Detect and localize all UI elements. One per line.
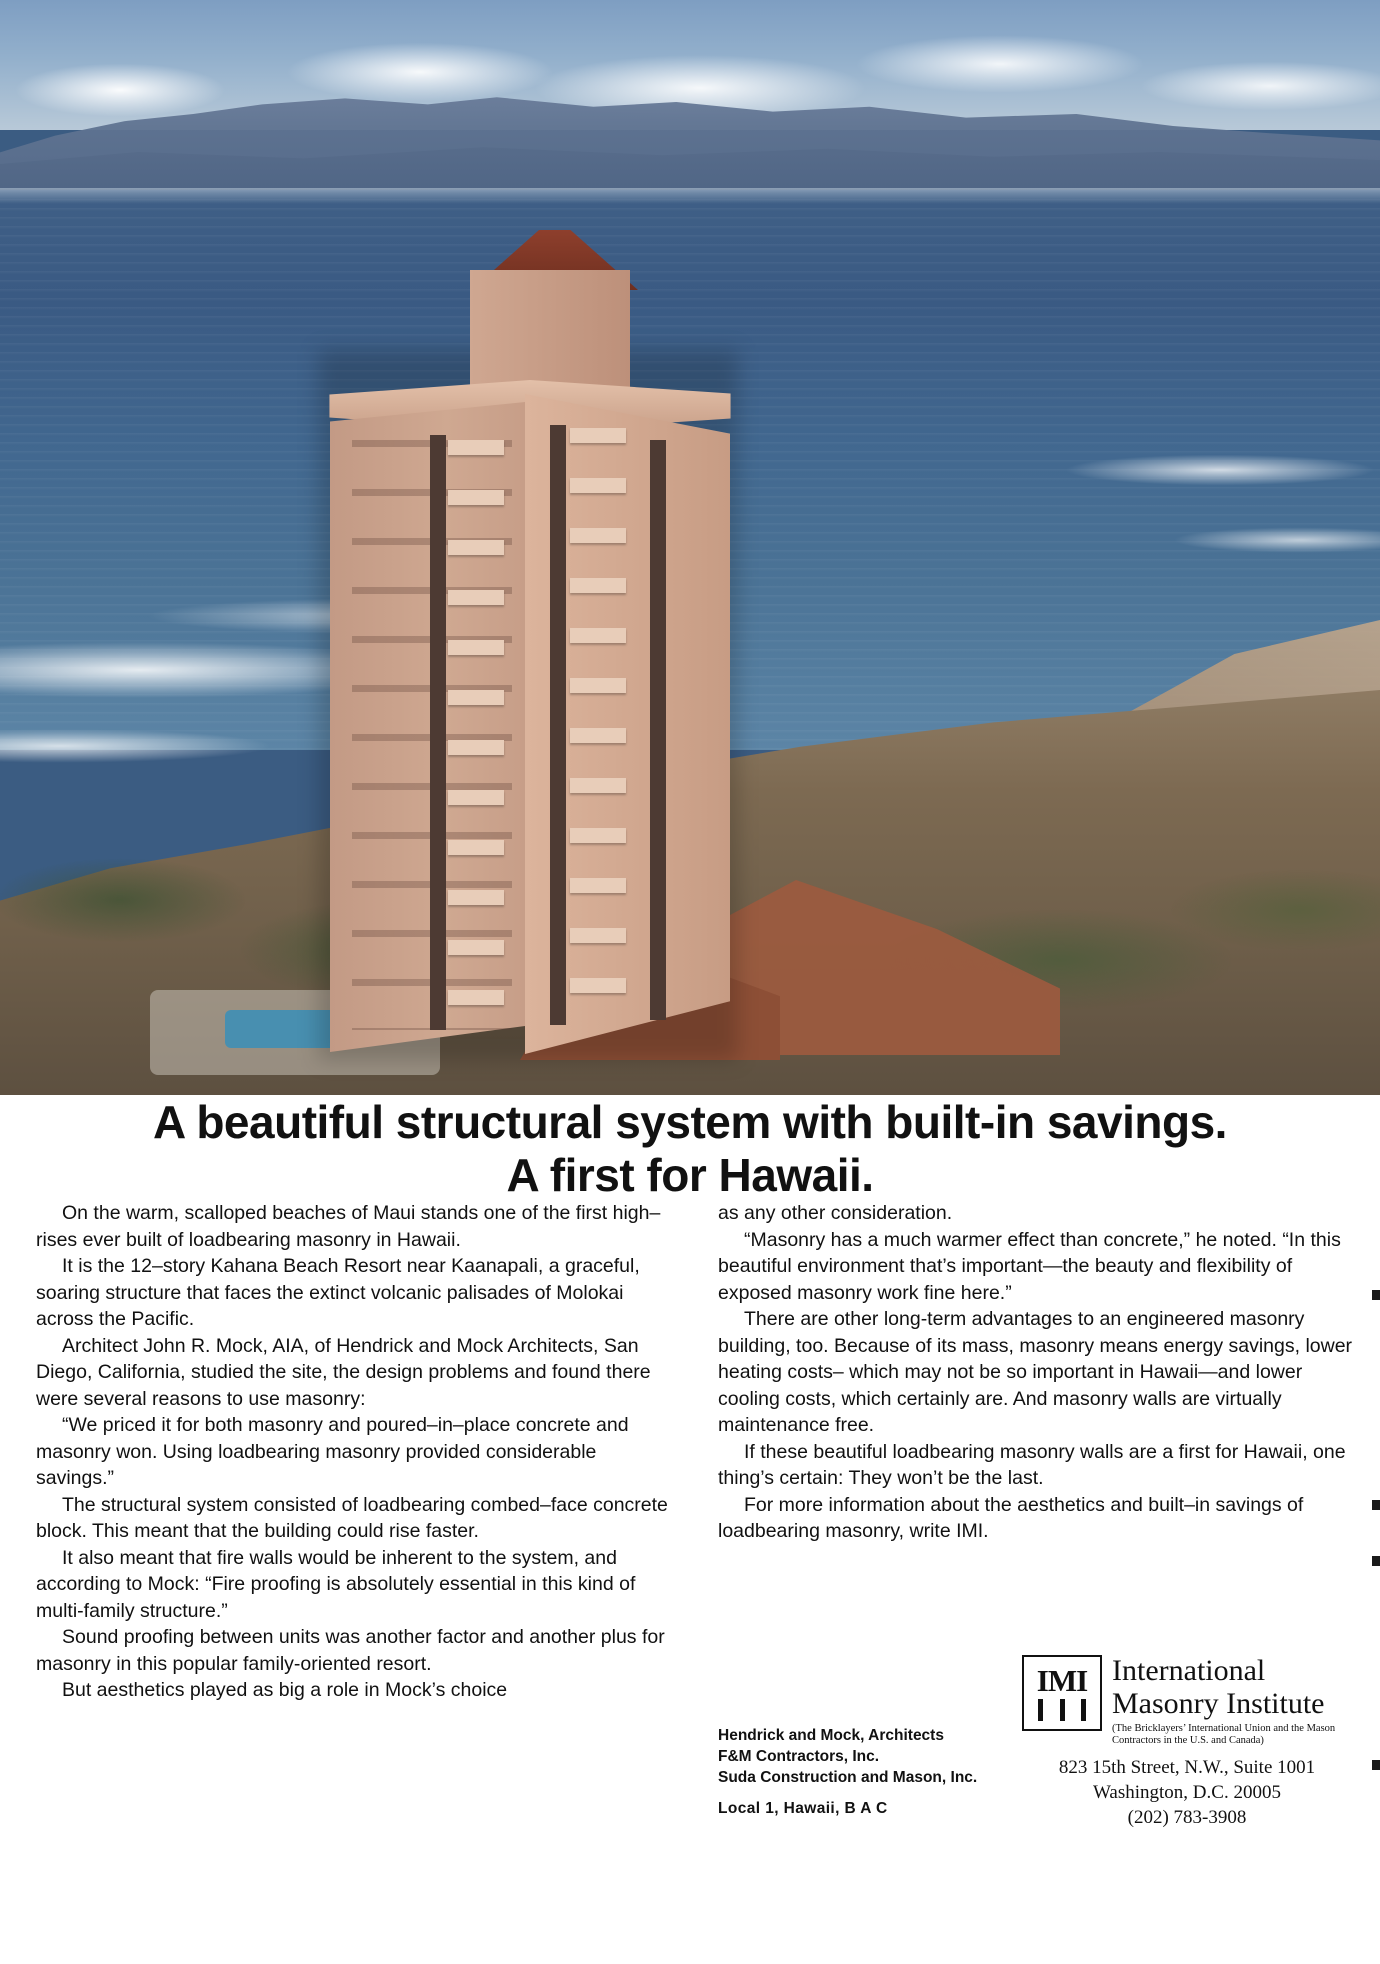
imi-logo-icon [1022, 1655, 1102, 1731]
paragraph: It also meant that fire walls would be inherent to the system, and according to Mock: “Fire proofing is absolutely essential in this kind of multi-family structure.” [36, 1546, 636, 1622]
credit-line: Suda Construction and Mason, Inc. [718, 1769, 978, 1786]
paragraph: It is the 12–story Kahana Beach Resort near Kaanapali, a graceful, soaring structure that faces the extinct volcanic palisades of Molokai across the Pacific. [36, 1255, 640, 1330]
headline-line-1: A beautiful structural system with built-in savings. [153, 1096, 1227, 1148]
credit-line: F&M Contractors, Inc. [718, 1748, 880, 1765]
imi-organization-name [1112, 1655, 1352, 1747]
kahana-beach-resort-tower [330, 380, 730, 1070]
imi-name-subtitle: (The Bricklayers’ International Union and the Mason Contractors in the U.S. and Canada) [1112, 1723, 1336, 1746]
horizon-glow [0, 188, 1380, 204]
imi-signature-block [1022, 1655, 1352, 1830]
tower-recess-a [430, 435, 446, 1030]
credit-local-union: Local 1, Hawaii, B A C [718, 1800, 888, 1817]
surf-right [970, 430, 1380, 630]
paragraph: On the warm, scalloped beaches of Maui stands one of the first high–rises ever built of loadbearing masonry in Hawaii. [36, 1202, 661, 1251]
credit-line: Hendrick and Mock, Architects [718, 1727, 944, 1744]
tower-recess-c [650, 440, 666, 1020]
paragraph: The structural system consisted of loadbearing combed–face concrete block. This meant that the building could rise faster. [36, 1493, 668, 1542]
left-column [36, 1200, 674, 1704]
imi-logo-prongs [1038, 1699, 1086, 1721]
paragraph: as any other consideration. [718, 1202, 953, 1224]
headline [0, 1095, 1380, 1201]
imi-logo-text: IMI [1036, 1663, 1088, 1698]
paragraph: “We priced it for both masonry and poured–in–place concrete and masonry won. Using loadbearing masonry provided considerable savings.” [36, 1414, 629, 1489]
paragraph: Architect John R. Mock, AIA, of Hendrick and Mock Architects, San Diego, California, studied the site, the design problems and found there were several reasons to use masonry: [36, 1334, 651, 1410]
body-columns [36, 1200, 1356, 1704]
scan-edge-marks [1372, 0, 1380, 1964]
imi-name-line-2: Masonry Institute [1112, 1687, 1325, 1720]
imi-name-line-1: International [1112, 1654, 1266, 1687]
imi-phone: (202) 783-3908 [1127, 1807, 1247, 1828]
headline-line-2: A first for Hawaii. [506, 1149, 874, 1201]
tower-recess-b [550, 425, 566, 1025]
imi-address [1022, 1755, 1352, 1830]
project-credits [718, 1725, 1048, 1819]
right-column [718, 1200, 1356, 1704]
paragraph: But aesthetics played as big a role in Mock’s choice [62, 1679, 508, 1701]
paragraph: For more information about the aesthetics and built–in savings of loadbearing masonry, write IMI. [718, 1493, 1304, 1542]
paragraph: “Masonry has a much warmer effect than concrete,” he noted. “In this beautiful environment that’s important—the beauty and flexibility of exposed masonry work fine here.” [718, 1228, 1341, 1304]
penthouse [470, 270, 630, 390]
imi-address-line-1: 823 15th Street, N.W., Suite 1001 [1058, 1757, 1316, 1778]
imi-address-line-2: Washington, D.C. 20005 [1093, 1782, 1281, 1803]
paragraph: Sound proofing between units was another factor and another plus for masonry in this popular family-oriented resort. [36, 1626, 665, 1675]
paragraph: There are other long-term advantages to an engineered masonry building, too. Because of its mass, masonry means energy savings, lower heating costs– which may not be so important in Hawaii—and lower cooling costs, which certainly are. And masonry walls are virtually maintenance free. [718, 1308, 1353, 1436]
paragraph: If these beautiful loadbearing masonry walls are a first for Hawaii, one thing’s certain: They won’t be the last. [718, 1440, 1346, 1489]
